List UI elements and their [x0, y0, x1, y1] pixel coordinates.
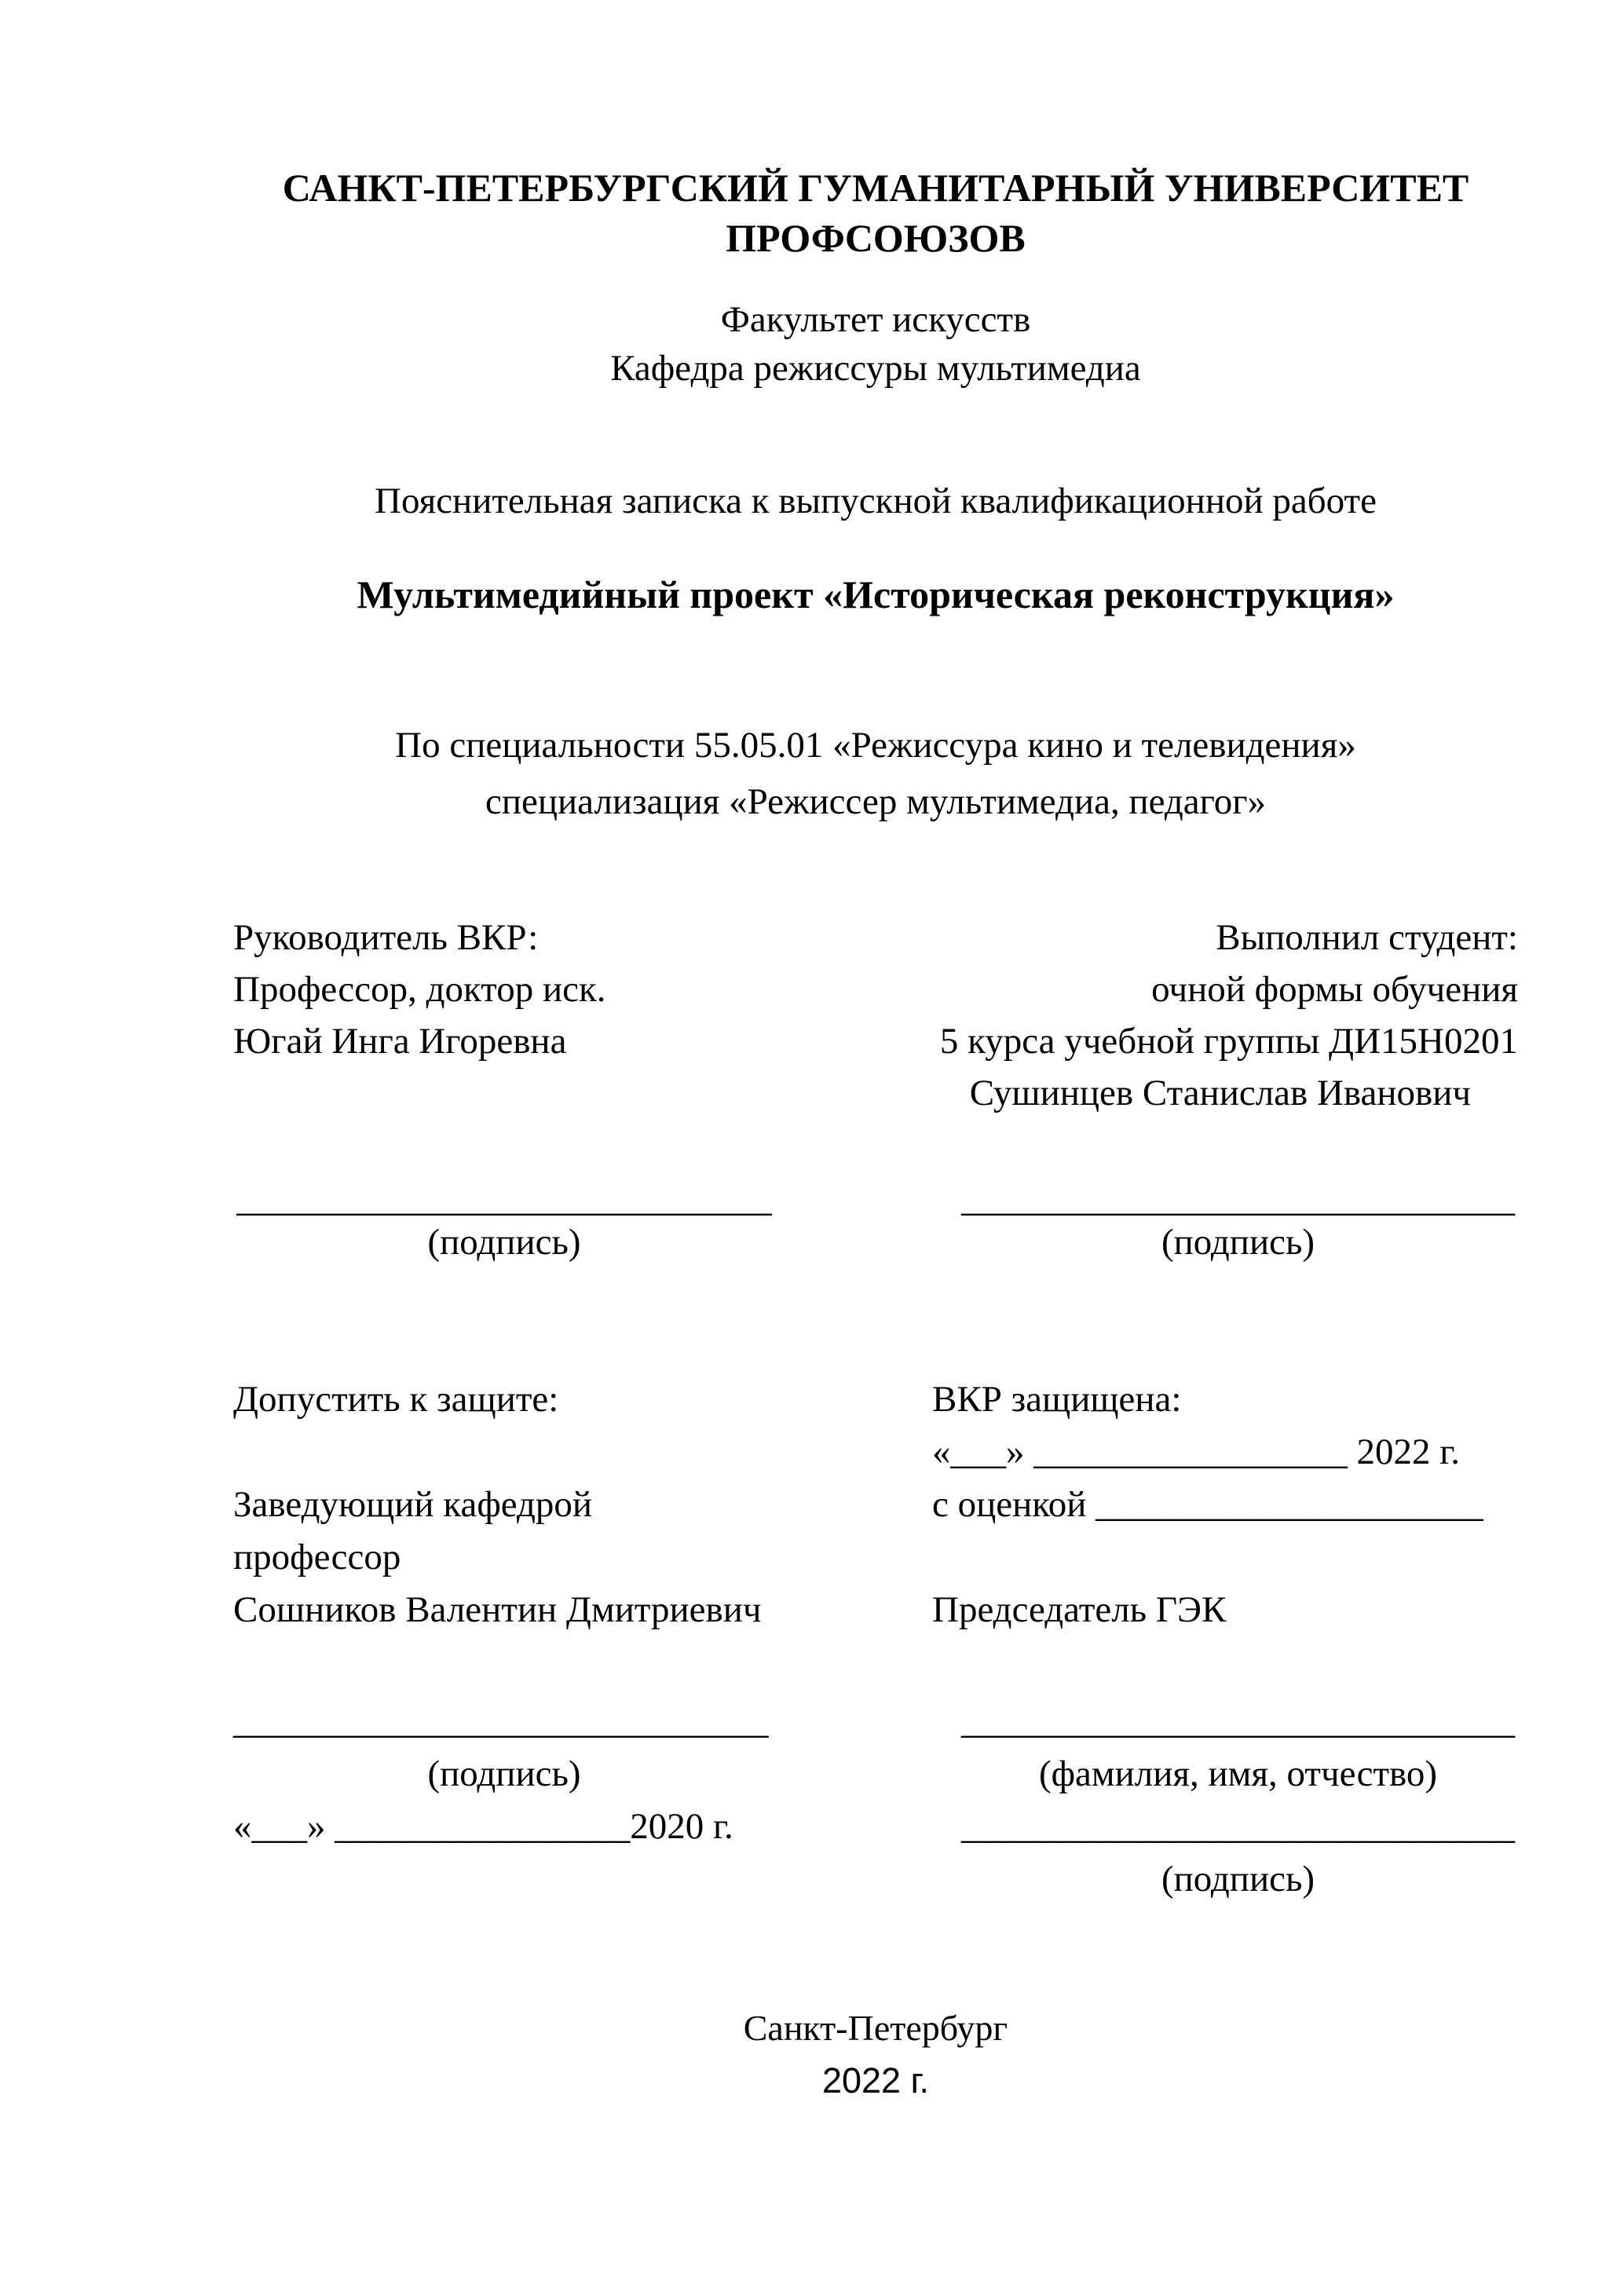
admission-signature-line: _____________________________	[233, 1701, 769, 1742]
footer-city: Санкт-Петербург	[743, 2008, 1008, 2048]
chairman-signature-line: ______________________________	[961, 1806, 1515, 1847]
admission-blank-row-2	[233, 1853, 775, 1906]
defense-blank-row	[932, 1531, 1518, 1584]
advisor-name: Югай Инга Игоревна	[233, 1021, 567, 1062]
signature-row-bottom	[233, 1695, 1518, 1906]
specialization-line: специализация «Режиссер мультимедиа, педагог»	[485, 781, 1266, 822]
chairman-name-line: ______________________________	[961, 1701, 1515, 1742]
document-type: Пояснительная записка к выпускной квалификационной работе	[375, 481, 1377, 521]
student-group: 5 курса учебной группы ДИ15Н0201	[939, 1021, 1518, 1062]
admission-head-position: Заведующий кафедрой	[233, 1484, 593, 1525]
university-name	[233, 163, 1518, 263]
admission-signature	[233, 1695, 775, 1906]
defense-block	[932, 1373, 1518, 1636]
footer-year: 2022 г.	[821, 2060, 930, 2100]
admission-signature-caption: (подпись)	[427, 1753, 581, 1794]
defense-label: ВКР защищена:	[932, 1379, 1182, 1420]
faculty-name: Факультет искусств	[720, 299, 1031, 340]
admission-block	[233, 1373, 932, 1636]
admission-head-rank: профессор	[233, 1537, 401, 1578]
student-signature	[958, 1178, 1518, 1264]
chairman-name-caption: (фамилия, имя, отчество)	[1038, 1753, 1438, 1794]
advisor-position: Профессор, доктор иск.	[233, 969, 606, 1010]
student-name: Сушинцев Станислав Иванович	[969, 1073, 1471, 1113]
advisor-signature-line: _____________________________	[236, 1179, 772, 1219]
defense-date-line: «___» _________________ 2022 г.	[932, 1431, 1460, 1472]
student-label: Выполнил студент:	[1216, 917, 1518, 958]
defense-grade-line: с оценкой _____________________	[932, 1484, 1483, 1525]
university-name-line1: САНКТ-ПЕТЕРБУРГСКИЙ ГУМАНИТАРНЫЙ УНИВЕРСИТЕТ	[282, 166, 1469, 210]
admission-label: Допустить к защите:	[233, 1379, 559, 1420]
faculty-department	[233, 295, 1518, 393]
student-signature-caption: (подпись)	[1161, 1222, 1315, 1263]
defense-chairman-label: Председатель ГЭК	[932, 1589, 1227, 1630]
specialty-line: По специальности 55.05.01 «Режиссура кино и телевидения»	[395, 725, 1356, 766]
student-block	[940, 912, 1518, 1119]
chairman-signature-caption: (подпись)	[1161, 1859, 1315, 1899]
admission-defense-block	[233, 1373, 1518, 1636]
student-study-form: очной формы обучения	[1151, 969, 1518, 1010]
department-name: Кафедра режиссуры мультимедиа	[610, 348, 1141, 389]
footer	[233, 2002, 1518, 2107]
work-title: Мультимедийный проект «Историческая реконструкция»	[357, 572, 1395, 616]
chairman-signature	[958, 1695, 1518, 1906]
advisor-signature	[233, 1178, 775, 1264]
admission-date-line: «___» ________________2020 г.	[233, 1806, 733, 1847]
student-signature-line: ______________________________	[961, 1179, 1515, 1219]
advisor-block	[233, 912, 606, 1067]
advisor-signature-caption: (подпись)	[427, 1222, 581, 1263]
specialty-block	[233, 717, 1518, 830]
advisor-label: Руководитель ВКР:	[233, 917, 539, 958]
admission-blank-row	[233, 1426, 932, 1479]
signature-row-top	[233, 1178, 1518, 1264]
advisor-student-block	[233, 912, 1518, 1119]
university-name-line2: ПРОФСОЮЗОВ	[726, 216, 1026, 260]
admission-head-name: Сошников Валентин Дмитриевич	[233, 1589, 762, 1630]
